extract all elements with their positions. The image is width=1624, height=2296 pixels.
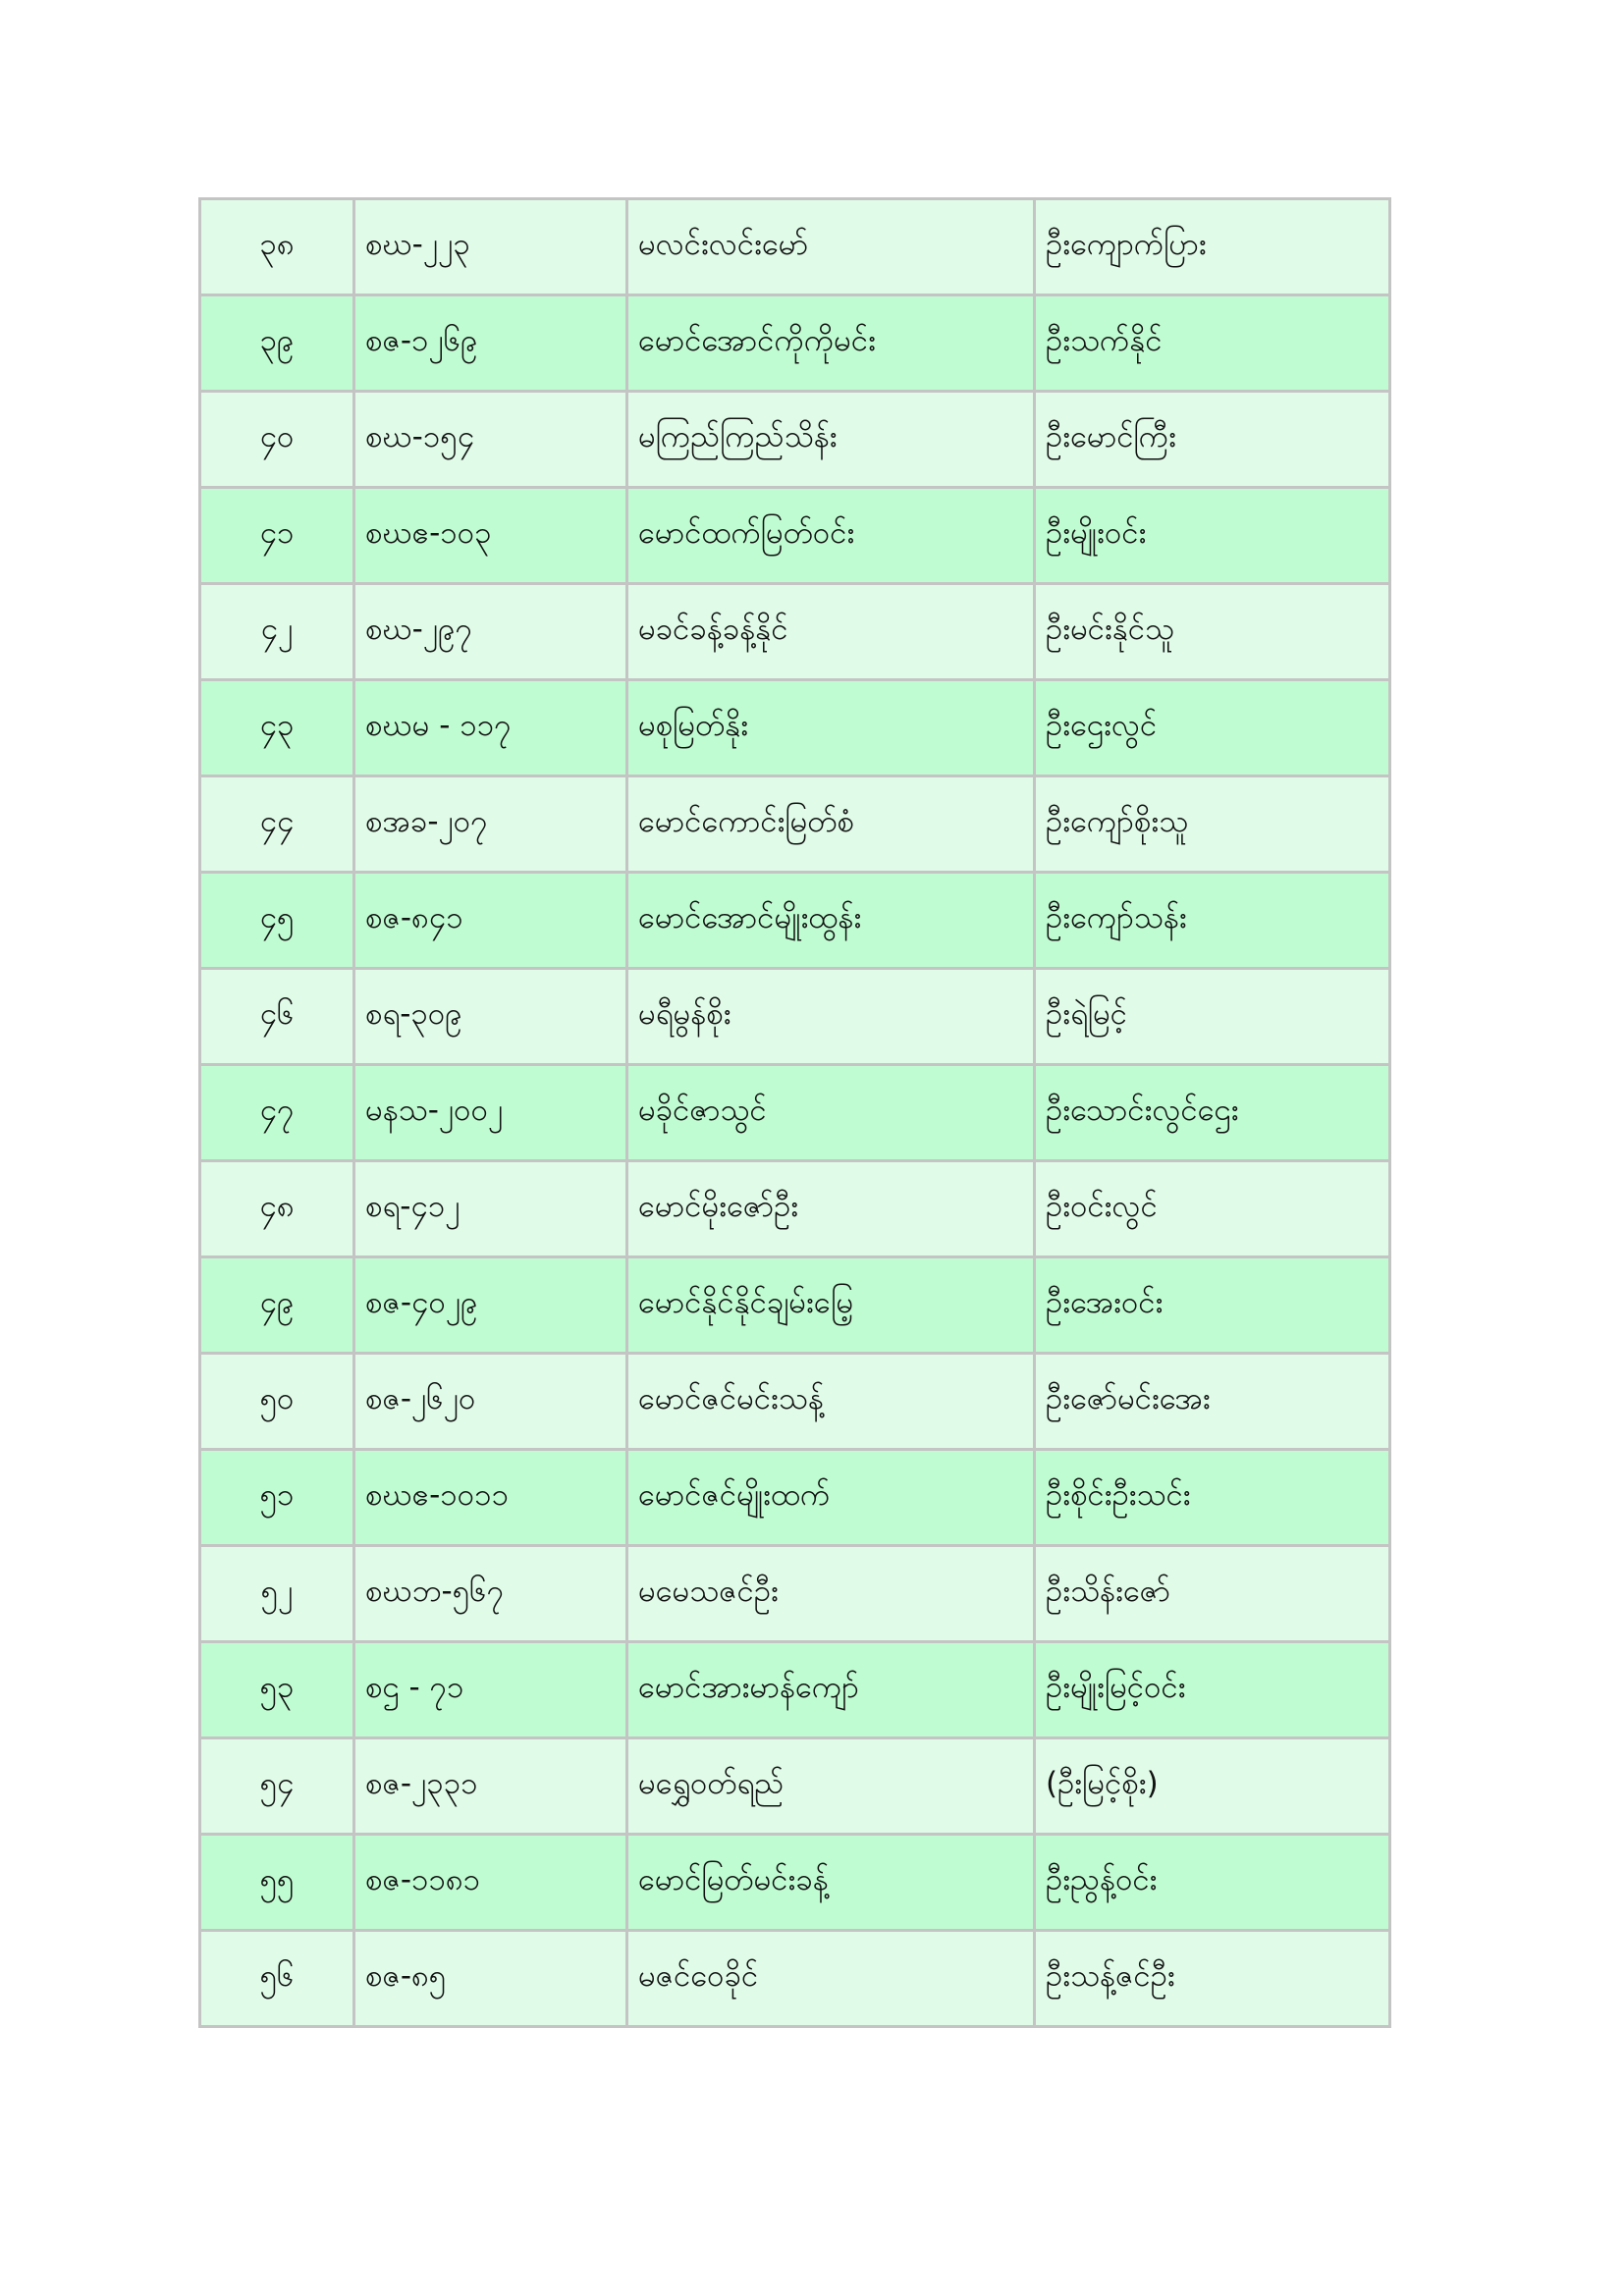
row-number-cell: ၅၅ [200, 1835, 354, 1931]
row-number-cell: ၄၄ [200, 776, 354, 873]
father-name-cell: ဦးမောင်ကြီး [1035, 392, 1390, 488]
row-number-cell: ၄၉ [200, 1257, 354, 1354]
table-body [200, 199, 1390, 2027]
father-name-cell: ဦးမျိုးမြင့်ဝင်း [1035, 1642, 1390, 1738]
father-name-cell: ဦးသိန်းဇော် [1035, 1546, 1390, 1642]
father-name-cell: ဦးကျော်သန်း [1035, 873, 1390, 969]
father-name-cell: ဦးရဲမြင့် [1035, 969, 1390, 1065]
student-name-cell: မောင်ထက်မြတ်ဝင်း [627, 488, 1035, 584]
student-name-cell: မခိုင်ဇာသွင် [627, 1065, 1035, 1161]
id-code-cell: စဃဘ-၅၆၇ [354, 1546, 627, 1642]
id-code-cell: စရ-၄၁၂ [354, 1161, 627, 1257]
student-name-cell: မောင်ကောင်းမြတ်စံ [627, 776, 1035, 873]
table-row [200, 1546, 1390, 1642]
father-name-cell: ဦးသက်နိုင် [1035, 295, 1390, 392]
table-row [200, 1738, 1390, 1835]
student-name-cell: မောင်အောင်မျိုးထွန်း [627, 873, 1035, 969]
student-name-cell: မကြည်ကြည်သိန်း [627, 392, 1035, 488]
table-row [200, 1642, 1390, 1738]
id-code-cell: စဃ-၂၉၇ [354, 584, 627, 680]
id-code-cell: စဇ-၈၅ [354, 1931, 627, 2027]
table-row [200, 1835, 1390, 1931]
student-name-cell: မရွှေဝတ်ရည် [627, 1738, 1035, 1835]
student-name-cell: မောင်နိုင်နိုင်ချမ်းမြေ့ [627, 1257, 1035, 1354]
father-name-cell: ဦးဌေးလွင် [1035, 680, 1390, 776]
student-name-cell: မစုမြတ်နိုး [627, 680, 1035, 776]
father-name-cell: ဦးကျောက်ပြား [1035, 199, 1390, 295]
table-row [200, 776, 1390, 873]
father-name-cell: (ဦးမြင့်စိုး) [1035, 1738, 1390, 1835]
id-code-cell: စဃဧ-၁၀၃ [354, 488, 627, 584]
row-number-cell: ၃၈ [200, 199, 354, 295]
id-code-cell: စအခ-၂၀၇ [354, 776, 627, 873]
row-number-cell: ၄၀ [200, 392, 354, 488]
table-row [200, 969, 1390, 1065]
student-name-cell: မောင်ဇင်မျိုးထက် [627, 1450, 1035, 1546]
table-row [200, 392, 1390, 488]
table-row [200, 295, 1390, 392]
row-number-cell: ၄၆ [200, 969, 354, 1065]
id-code-cell: စဌ - ၇၁ [354, 1642, 627, 1738]
row-number-cell: ၅၀ [200, 1354, 354, 1450]
table-row [200, 199, 1390, 295]
student-name-cell: မောင်အားမာန်ကျော် [627, 1642, 1035, 1738]
student-name-cell: မလင်းလင်းမော် [627, 199, 1035, 295]
table-row [200, 1450, 1390, 1546]
table-row [200, 1931, 1390, 2027]
father-name-cell: ဦးမျိုးဝင်း [1035, 488, 1390, 584]
row-number-cell: ၃၉ [200, 295, 354, 392]
row-number-cell: ၄၃ [200, 680, 354, 776]
table-row [200, 1065, 1390, 1161]
father-name-cell: ဦးသန့်ဇင်ဦး [1035, 1931, 1390, 2027]
id-code-cell: စဇ-၁၁၈၁ [354, 1835, 627, 1931]
row-number-cell: ၅၂ [200, 1546, 354, 1642]
student-name-cell: မောင်မြတ်မင်းခန့် [627, 1835, 1035, 1931]
id-code-cell: စဃဧ-၁၀၁၁ [354, 1450, 627, 1546]
id-code-cell: စဃ-၁၅၄ [354, 392, 627, 488]
id-code-cell: စဃမ - ၁၁၇ [354, 680, 627, 776]
row-number-cell: ၅၁ [200, 1450, 354, 1546]
id-code-cell: စဇ-၄၀၂၉ [354, 1257, 627, 1354]
table-row [200, 1354, 1390, 1450]
id-code-cell: စဇ-၁၂၆၉ [354, 295, 627, 392]
row-number-cell: ၄၂ [200, 584, 354, 680]
id-code-cell: စရ-၃၀၉ [354, 969, 627, 1065]
student-table [198, 197, 1391, 2028]
student-name-cell: မောင်အောင်ကိုကိုမင်း [627, 295, 1035, 392]
row-number-cell: ၅၃ [200, 1642, 354, 1738]
father-name-cell: ဦးညွန့်ဝင်း [1035, 1835, 1390, 1931]
table-row [200, 1257, 1390, 1354]
father-name-cell: ဦးစိုင်းဦးသင်း [1035, 1450, 1390, 1546]
row-number-cell: ၅၄ [200, 1738, 354, 1835]
id-code-cell: မနသ-၂၀၀၂ [354, 1065, 627, 1161]
row-number-cell: ၅၆ [200, 1931, 354, 2027]
row-number-cell: ၄၇ [200, 1065, 354, 1161]
father-name-cell: ဦးဝင်းလွင် [1035, 1161, 1390, 1257]
student-name-cell: မခင်ခန့်ခန့်နိုင် [627, 584, 1035, 680]
student-name-cell: မဇင်ဝေခိုင် [627, 1931, 1035, 2027]
table-row [200, 1161, 1390, 1257]
row-number-cell: ၄၈ [200, 1161, 354, 1257]
row-number-cell: ၄၁ [200, 488, 354, 584]
table-row [200, 873, 1390, 969]
row-number-cell: ၄၅ [200, 873, 354, 969]
id-code-cell: စဇ-၈၄၁ [354, 873, 627, 969]
student-name-cell: မမေသဇင်ဦး [627, 1546, 1035, 1642]
father-name-cell: ဦးအေးဝင်း [1035, 1257, 1390, 1354]
father-name-cell: ဦးကျော်စိုးသူ [1035, 776, 1390, 873]
father-name-cell: ဦးမင်းနိုင်သူ [1035, 584, 1390, 680]
table-row [200, 680, 1390, 776]
student-name-cell: မောင်ဇင်မင်းသန့် [627, 1354, 1035, 1450]
table-row [200, 584, 1390, 680]
student-name-cell: မောင်မိုးဇော်ဦး [627, 1161, 1035, 1257]
id-code-cell: စဇ-၂၆၂၀ [354, 1354, 627, 1450]
table-row [200, 488, 1390, 584]
student-name-cell: မရီမွန်စိုး [627, 969, 1035, 1065]
id-code-cell: စဇ-၂၃၃၁ [354, 1738, 627, 1835]
id-code-cell: စဃ-၂၂၃ [354, 199, 627, 295]
father-name-cell: ဦးဇော်မင်းအေး [1035, 1354, 1390, 1450]
father-name-cell: ဦးသောင်းလွင်ဌေး [1035, 1065, 1390, 1161]
